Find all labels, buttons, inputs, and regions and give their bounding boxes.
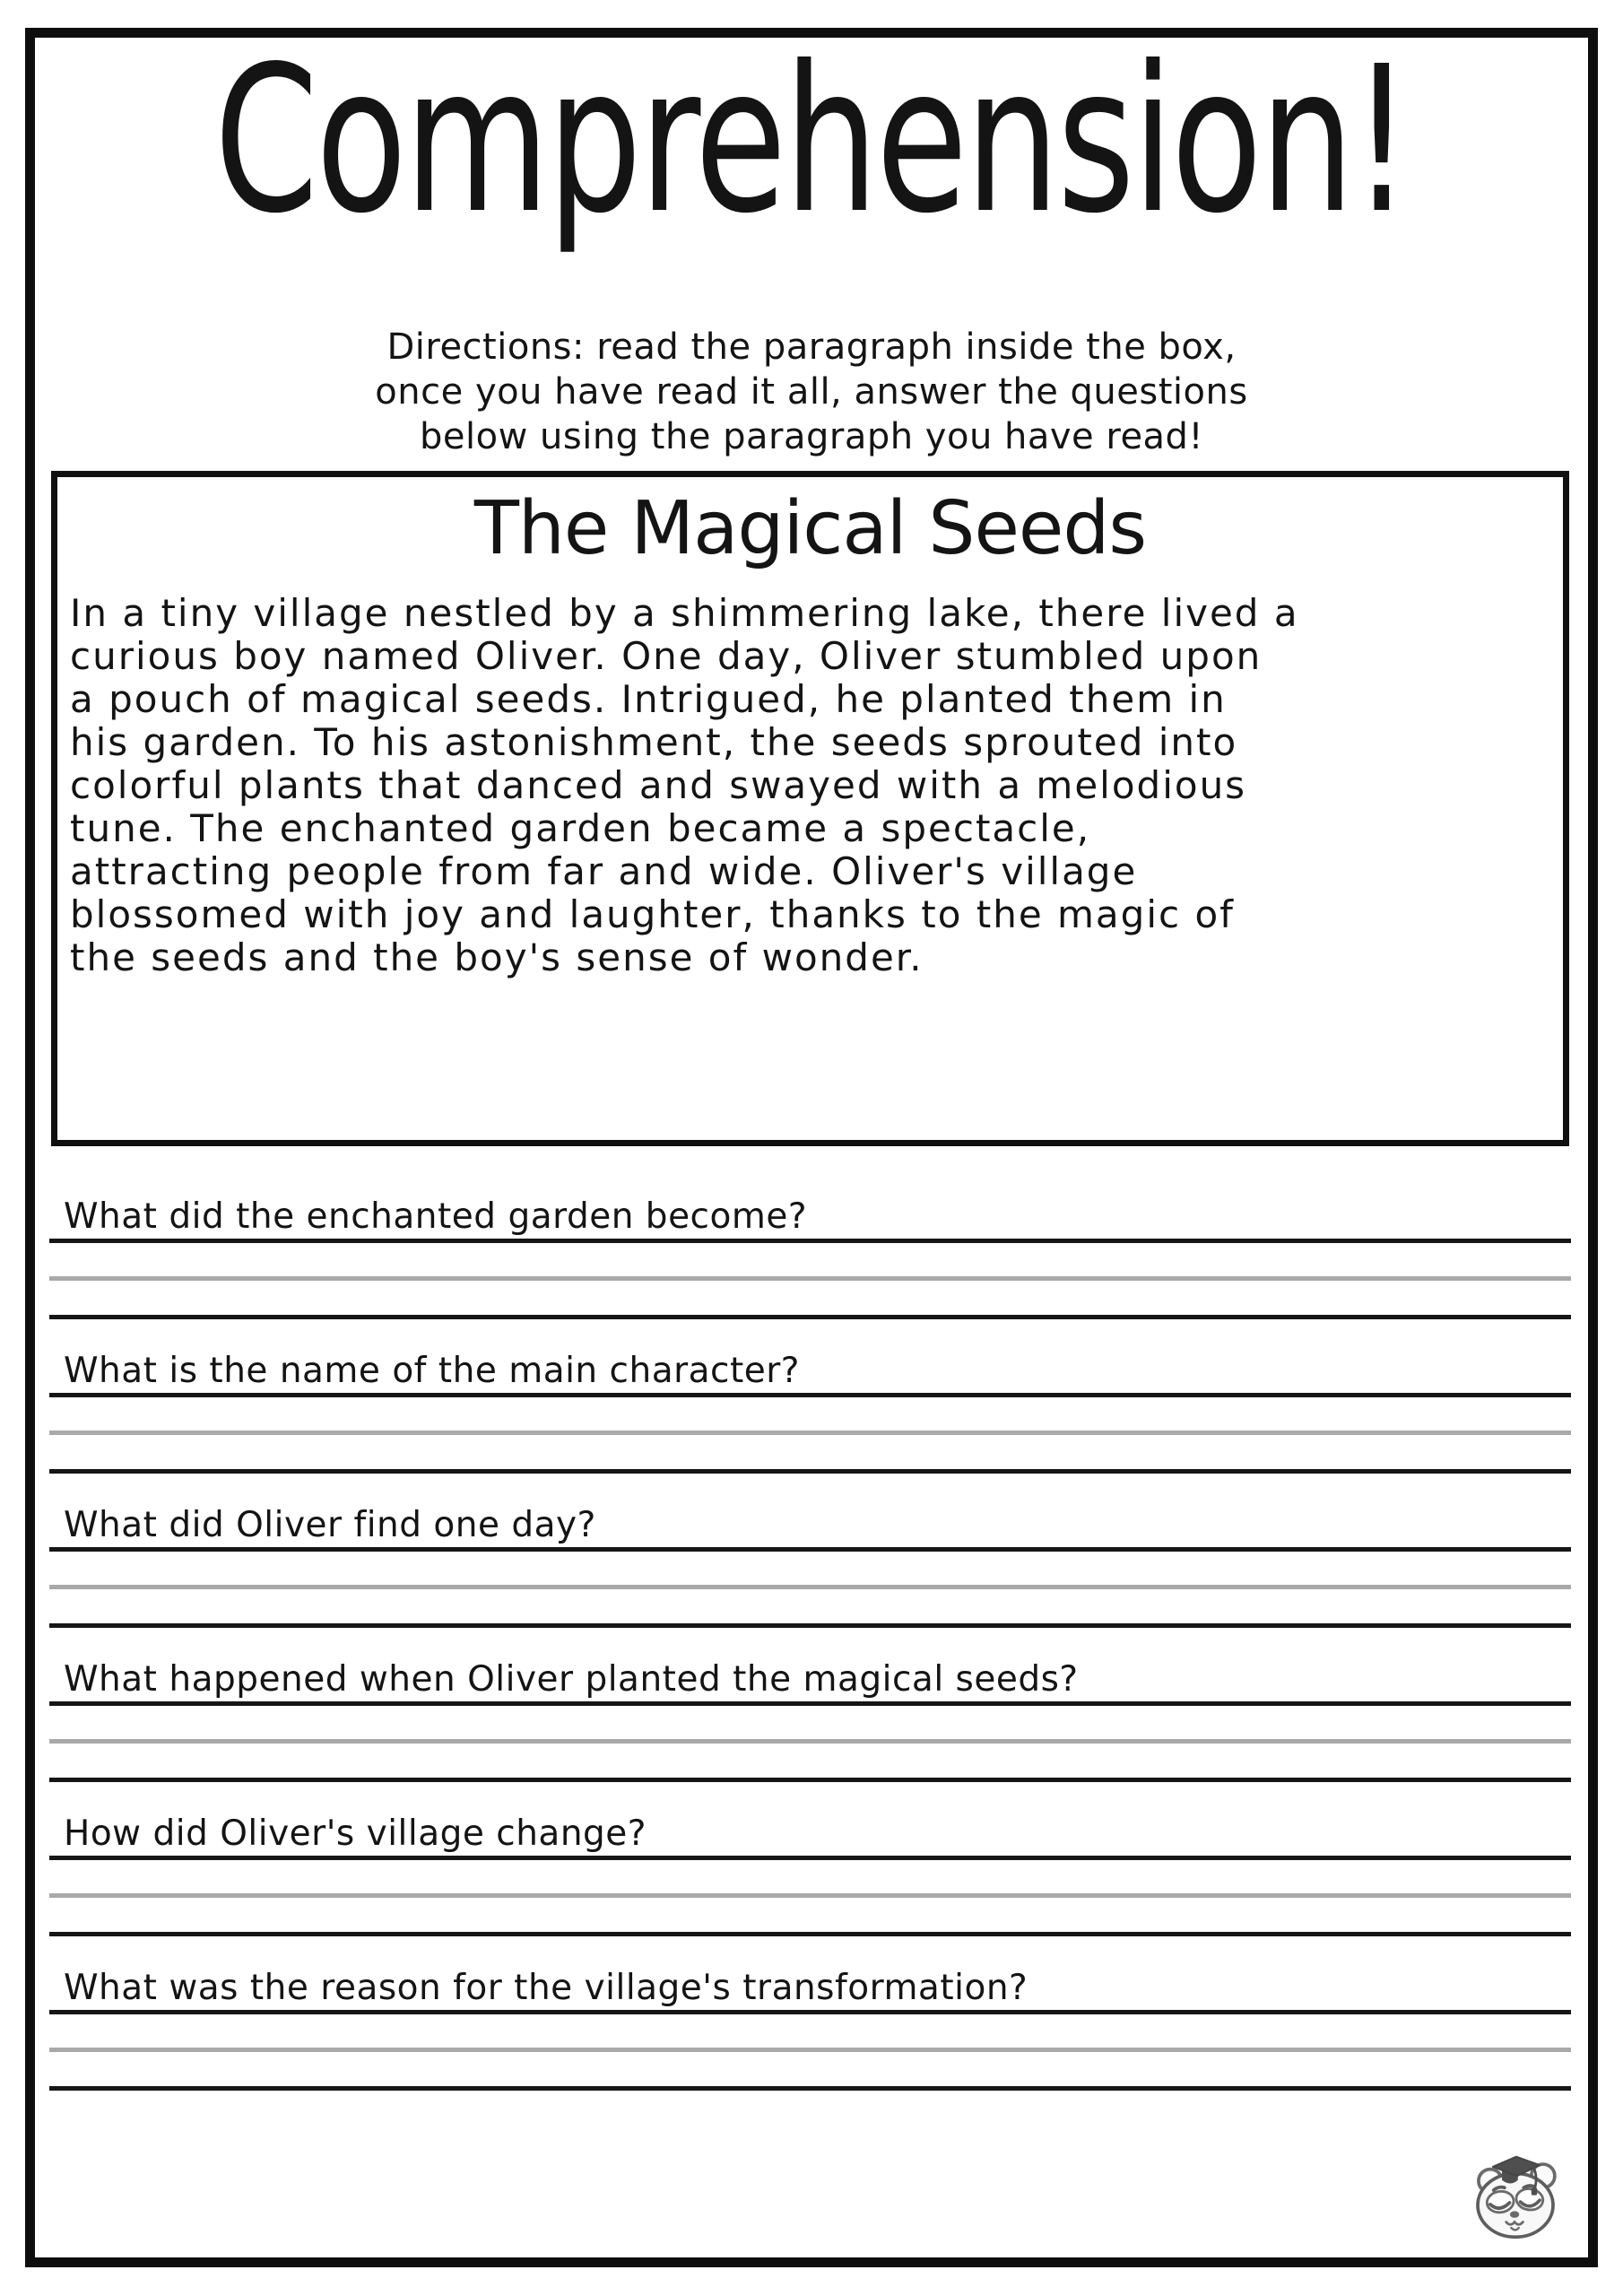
question-block-6 — [49, 1967, 1571, 2091]
worksheet-title: Comprehension! — [213, 23, 1410, 258]
answer-line[interactable] — [49, 1778, 1571, 1782]
question-text: What was the reason for the village's transformation? — [49, 1967, 1571, 2014]
question-block-2 — [49, 1350, 1571, 1474]
passage-line: his garden. To his astonishment, the seeds sprouted into — [70, 720, 1238, 764]
passage-line: the seeds and the boy's sense of wonder. — [70, 935, 924, 979]
passage-line: attracting people from far and wide. Oliver's village — [70, 849, 1138, 893]
answer-line[interactable] — [49, 2086, 1571, 2091]
passage-line: In a tiny village nestled by a shimmering lake, there lived a — [70, 591, 1299, 635]
passage-text — [70, 592, 1554, 979]
directions-line: below using the paragraph you have read! — [420, 416, 1203, 457]
question-text: What is the name of the main character? — [49, 1350, 1571, 1397]
question-text: What did Oliver find one day? — [49, 1504, 1571, 1552]
passage-title: The Magical Seeds — [473, 486, 1147, 571]
answer-line[interactable] — [49, 1739, 1571, 1744]
question-block-5 — [49, 1813, 1571, 1936]
answer-line[interactable] — [49, 1932, 1571, 1936]
question-text: How did Oliver's village change? — [49, 1813, 1571, 1860]
answer-line[interactable] — [49, 2048, 1571, 2052]
question-block-1 — [49, 1196, 1571, 1319]
question-block-4 — [49, 1658, 1571, 1782]
panda-face — [1478, 2173, 1553, 2237]
directions-line: Directions: read the paragraph inside the box, — [386, 326, 1237, 368]
passage-line: a pouch of magical seeds. Intrigued, he planted them in — [70, 677, 1227, 721]
answer-line[interactable] — [49, 1469, 1571, 1474]
question-text: What happened when Oliver planted the magical seeds? — [49, 1658, 1571, 1706]
answer-line[interactable] — [49, 1623, 1571, 1628]
passage-line: blossomed with joy and laughter, thanks to the magic of — [70, 892, 1235, 936]
answer-line[interactable] — [49, 1431, 1571, 1435]
answer-line[interactable] — [49, 1276, 1571, 1281]
questions-section — [49, 1196, 1571, 2091]
passage-box — [51, 471, 1569, 1146]
passage-line: tune. The enchanted garden became a spectacle, — [70, 806, 1091, 850]
passage-line: colorful plants that danced and swayed with a melodious — [70, 763, 1247, 807]
answer-line[interactable] — [49, 1585, 1571, 1589]
question-block-3 — [49, 1504, 1571, 1628]
mascot-panda-logo — [1465, 2147, 1566, 2246]
directions-line: once you have read it all, answer the questions — [375, 371, 1248, 413]
directions-text — [0, 325, 1623, 459]
answer-line[interactable] — [49, 1315, 1571, 1319]
question-text: What did the enchanted garden become? — [49, 1196, 1571, 1243]
passage-line: curious boy named Oliver. One day, Oliver stumbled upon — [70, 634, 1263, 678]
answer-line[interactable] — [49, 1893, 1571, 1898]
